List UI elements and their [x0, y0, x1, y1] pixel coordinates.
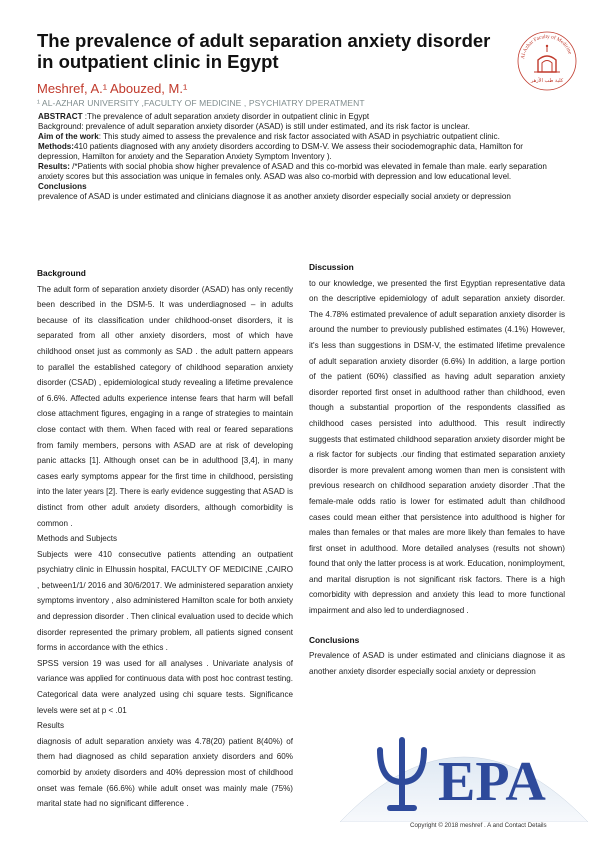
- spss-text: SPSS version 19 was used for all analyses . Univariate analysis of variance was applied for continuous data with post hoc contrast testing. Categorical data were analyzed using chi square tests. Significance levels were set at p < .01: [37, 658, 293, 715]
- aim-text: : This study aimed to assess the prevalence and risk factor associated with ASAD in psychiatric outpatient clinic.: [98, 132, 500, 141]
- background-heading: Background: [37, 268, 86, 278]
- logo-arc-text: Al-Azhar Faculty of Medicine: [520, 33, 573, 60]
- discussion-heading: Discussion: [309, 262, 354, 272]
- aim-label: Aim of the work: [38, 132, 99, 141]
- methods-label: Methods:: [38, 142, 74, 151]
- abstract-section: [38, 112, 562, 202]
- abstract-results: [38, 162, 562, 182]
- conclusions-heading: Conclusions: [309, 634, 360, 645]
- abstract-aim: [38, 132, 562, 142]
- results-label: Results:: [38, 162, 70, 171]
- abstract-text: :The prevalence of adult separation anxiety disorder in outpatient clinic in Egypt: [82, 112, 370, 121]
- abstract-conclusions-text: prevalence of ASAD is under estimated and clinicians diagnose it as another anxiety disorder especially social anxiety or depression: [38, 192, 511, 201]
- epa-logo: [340, 712, 588, 822]
- background-text: The adult form of separation anxiety disorder (ASAD) has only recently been described in the DSM-5. It was underdiagnosed – in adults because of its classification under childhood-onset disorders, it is separated from all other anxiety disorders, most of which have childhood onset just as commonly as SAD . the adult pattern appears to parallel the established category of childhood separation anxiety disorder (CSAD) , epidemiological study revealing a lifetime prevalence of 6.6%. Affected adults experience intense fears that harm will befall close attachment figures, engaging in a range of strategies to maintain close contact with them. When faced with real or feared separations from family members, persons with ASAD are at risk of developing panic attacks [1]. Although onset can be in adulthood [3,4], in many cases early symptoms appear for the first time in childhood, persisting into the later years [2]. There is early evidence suggesting that ASAD is distinct from other adult anxiety disorders, although comorbidity is common .: [37, 284, 293, 528]
- logo-arabic-text: كلية طب الأزهر: [530, 78, 564, 84]
- abstract-title-line: [38, 112, 562, 122]
- abstract-label: ABSTRACT: [38, 112, 83, 121]
- conclusions-text: Prevalence of ASAD is under estimated and clinicians diagnose it as another anxiety disorder especially social anxiety or depression: [309, 651, 565, 676]
- methods-text: Subjects were 410 consecutive patients attending an outpatient psychiatry clinic in Elhussin hospital, FACULTY OF MEDICINE ,CAIRO , between1/1/ 2016 and 30/6/2017. We administered separation anxiety symptoms inventory , also administered Hamilton scale for both anxiety and depression disorder . Then clinical evaluation used to decide which disorder represented the primary problem, all patients signed consent forms in accordance with the ethics .: [37, 549, 293, 653]
- results-text: diagnosis of adult separation anxiety was 4.78(20) patient 8(40%) of them had diagnosed as child separation anxiety disorders and 60% comorbid by anxiety disorders and 40% depression most of childhood onset was female (66.6%) while adult onset was mainly male (75%) marital state had no significant difference .: [37, 736, 293, 809]
- abstract-methods: [38, 142, 562, 162]
- left-column: [37, 266, 293, 812]
- right-column: [309, 260, 565, 679]
- abstract-conclusions-heading: Conclusions: [38, 182, 87, 191]
- methods-heading: Methods and Subjects: [37, 534, 118, 544]
- abstract-background: Background: prevalence of adult separation anxiety disorder (ASAD) is still under estimated, and its risk factor is unclear.: [38, 122, 470, 131]
- affiliation: ¹ AL-AZHAR UNIVERSITY ,FACULTY OF MEDICINE , PSYCHIATRY DPERATMENT: [37, 98, 365, 108]
- poster-title: The prevalence of adult separation anxiety disorder in outpatient clinic in Egypt: [37, 30, 491, 72]
- copyright: Copyright © 2018 meshref . A and Contact Details: [410, 822, 547, 829]
- results-heading: Results: [37, 721, 64, 731]
- epa-text: EPA: [438, 751, 546, 813]
- authors: Meshref, A.¹ Abouzed, M.¹: [37, 81, 188, 96]
- results-text: /*Patients with social phobia show higher prevalence of ASAD and this co-morbid was elevated in female than male. early separation anxiety scores but this association was unique in females only. ASAD was also co-morbid with depression and low educational level.: [38, 162, 547, 181]
- university-logo: [516, 30, 578, 92]
- discussion-text: to our knowledge, we presented the first Egyptian representative data on the descriptive epidemiology of adult separation anxiety disorder. The 4.78% estimated prevalence of adult separation anxiety disorder is around the number to previously published estimates (4.1%) However, it's less than suggestions in DSM-V, the estimated lifetime prevalence of adult separation anxiety disorder (6.6%) In addition, a large portion of the patient (60%) classified as having adult separation anxiety disorder reported first onset in adulthood rather than childhood, even though a substantial proportion of the respondents classified as childhood cases persisted into adulthood. This result indirectly suggests that estimated childhood separation anxiety disorder might be a risk factor for subjects .our finding that estimated separation anxiety disorder is more prevalent among women than men is consistent with previous research on childhood separation anxiety disorder .That the female-male odds ratio is lower for estimated adult than childhood cases could mean either that persistence into adulthood is higher for males than females or that males are more likely than females to have first onset in adulthood. More detailed analyses (results not shown) found that only the latter process is at work. Education, nonimployment, and marital disruption is not significant risk factors. There is a high comorbidity with depression and anxiety this lead to more functional impairment and also led to underdiagnosed .: [309, 278, 565, 616]
- methods-text: 410 patients diagnosed with any anxiety disorders according to DSM-V. We assess their sociodemographic data, Hamilton for depression, Hamilton for anxiety and the Separation Anxiety Symptom Inventory ).: [38, 142, 523, 161]
